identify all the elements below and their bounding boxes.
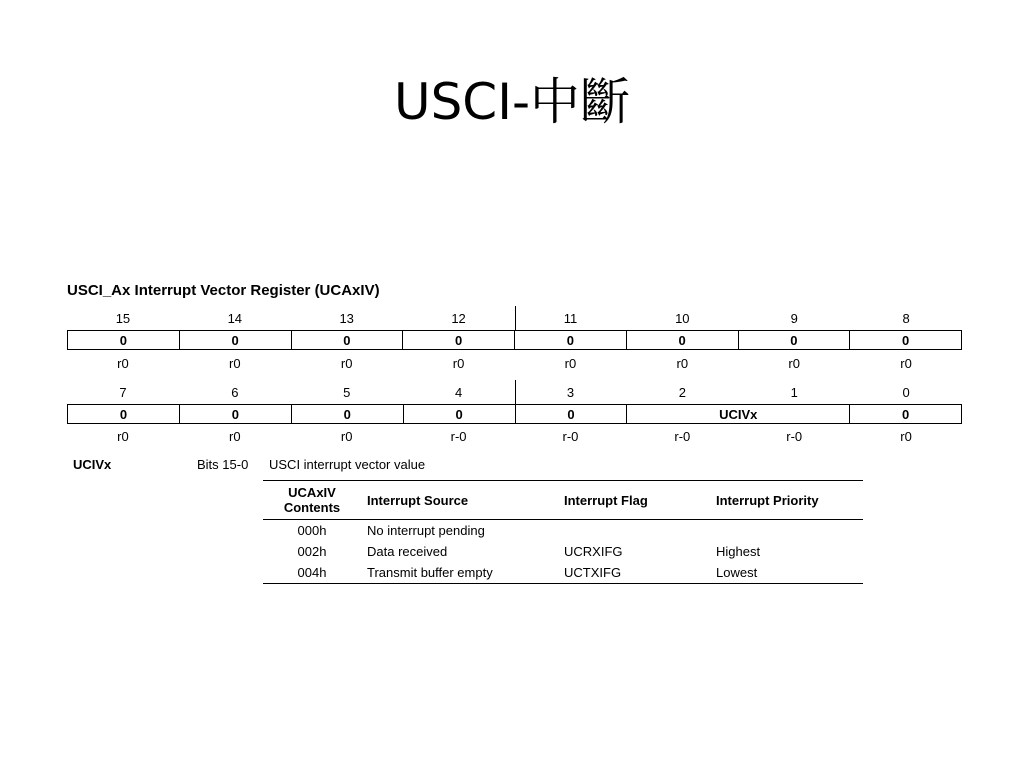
bit-access: r0 [117,356,129,371]
table-row [263,520,863,542]
bit-access: r0 [117,429,129,444]
bit-number: 2 [678,385,686,400]
bit-access: r0 [564,356,577,371]
field-name: UCIVx [73,457,112,472]
bit-number: 14 [227,311,243,326]
bit-number: 3 [515,383,627,403]
bit-access: r0 [676,356,689,371]
bit-numbers-low [67,383,962,403]
header-contents: UCAxIV Contents [263,481,361,520]
register-title: USCI_Ax Interrupt Vector Register (UCAxIV) [67,282,380,299]
slide-title: USCI-中斷 [393,73,631,131]
cell-flag: UCRXIFG [564,544,623,559]
bit-access: r0 [340,356,353,371]
table-row [263,541,863,562]
bit-value: 0 [179,331,291,349]
bit-value: 0 [403,405,515,423]
field-bits: Bits 15-0 [197,457,249,472]
bit-access: r0 [452,356,465,371]
bit-value: 0 [626,331,738,349]
bit-number: 7 [119,385,127,400]
bit-value: 0 [849,405,961,423]
bit-access: r0 [788,356,800,371]
bit-number: 10 [675,311,690,326]
bit-access: r0 [900,356,912,371]
cell-source: Transmit buffer empty [361,562,558,584]
cell-flag: UCTXIFG [558,562,710,584]
cell-source: No interrupt pending [367,523,485,538]
bit-value: 0 [179,405,291,423]
interrupt-table [263,480,863,584]
bit-value: 0 [514,331,626,349]
bit-value: 0 [291,405,403,423]
bit-number: 5 [343,385,351,400]
bit-number: 4 [454,385,463,400]
bit-number: 0 [902,385,910,400]
bit-values-high [67,330,962,350]
cell-priority [710,520,863,542]
bit-value: 0 [402,331,514,349]
bit-number: 6 [231,385,239,400]
bit-value: 0 [738,331,850,349]
bit-value: 0 [515,405,627,423]
bit-access: r0 [340,429,353,444]
cell-source: Data received [367,544,448,559]
bit-access: r-0 [450,429,467,444]
field-description: USCI interrupt vector value [269,457,426,472]
bit-number: 8 [902,311,910,326]
cell-priority: Highest [716,544,761,559]
bit-number: 1 [790,385,798,400]
header-flag: Interrupt Flag [558,481,710,520]
ucivx-field: UCIVx [626,405,849,423]
bit-number: 13 [339,311,354,326]
bit-number: 9 [790,311,798,326]
bit-access: r-0 [674,429,691,444]
bit-access: r-0 [786,429,803,444]
header-priority: Interrupt Priority [710,481,863,520]
bit-access: r0 [229,429,241,444]
cell-priority: Lowest [710,562,863,584]
cell-contents: 004h [263,562,361,584]
table-header-row [263,481,863,520]
bit-numbers-high [67,309,962,329]
bit-access: r0 [229,356,241,371]
bit-access-low [67,427,962,447]
cell-flag [558,520,710,542]
bit-value: 0 [849,331,961,349]
bit-number: 12 [451,311,466,326]
bit-number: 11 [515,309,627,329]
bit-access: r-0 [562,429,579,444]
cell-contents: 000h [297,523,327,538]
bit-access: r0 [900,429,912,444]
bit-value: 0 [119,407,128,422]
header-source: Interrupt Source [361,481,558,520]
bit-value: 0 [119,333,127,348]
cell-contents: 002h [297,544,327,559]
bit-access-high [67,354,962,374]
bit-values-low [67,404,962,424]
bit-value: 0 [291,331,403,349]
table-row [263,562,863,584]
bit-number: 15 [115,311,131,326]
